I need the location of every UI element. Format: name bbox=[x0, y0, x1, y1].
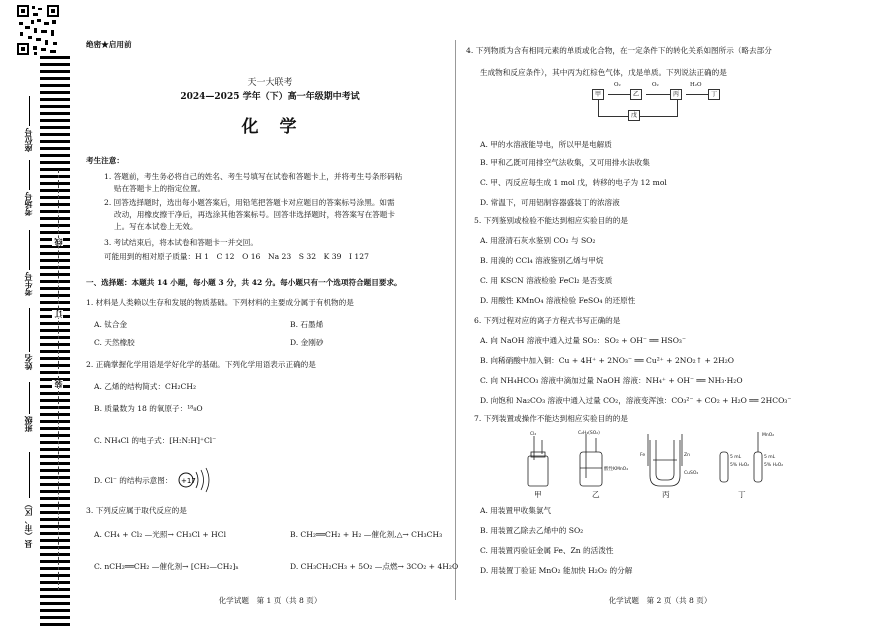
chloride-ion-structure-diagram bbox=[174, 466, 214, 498]
section-heading: 一、选择题：本题共 14 小题，每小题 3 分，共 42 分。每小题只有一个选项符合题目要求。 bbox=[86, 278, 402, 287]
exam-name: 2024—2025 学年（下）高一年级期中考试 bbox=[180, 92, 360, 102]
q7-option-d[interactable]: D. 用装置丁验证 MnO₂ 能加快 H₂O₂ 的分解 bbox=[480, 566, 633, 575]
apparatus-label-ding: 丁 bbox=[738, 490, 746, 499]
q6-option-c[interactable]: C. 向 NH₄HCO₃ 溶液中滴加过量 NaOH 溶液：NH₄⁺ + OH⁻ ══ NH₃·H₂O bbox=[480, 376, 743, 385]
node-bing: 丙 bbox=[670, 89, 682, 100]
question-6: 6. 下列过程对应的离子方程式书写正确的是 bbox=[474, 316, 621, 325]
seat-number-label: 座位号 bbox=[23, 128, 33, 152]
q1-option-b[interactable]: B. 石墨烯 bbox=[290, 320, 324, 329]
arrow bbox=[686, 94, 708, 95]
q7-option-b[interactable]: B. 用装置乙除去乙烯中的 SO₂ bbox=[480, 526, 584, 535]
svg-text:5 mL: 5 mL bbox=[764, 455, 776, 460]
county-field[interactable] bbox=[29, 452, 30, 498]
atomic-mass-line: 可能用到的相对原子质量：H 1 C 12 O 16 Na 23 S 32 K 39 I 127 bbox=[104, 252, 369, 261]
conversion-diagram bbox=[590, 82, 730, 130]
q3-option-a[interactable]: A. CH₄ + Cl₂ —光照→ CH₃Cl + HCl bbox=[94, 530, 227, 539]
name-field[interactable] bbox=[29, 308, 30, 352]
svg-text:5 mL: 5 mL bbox=[730, 455, 742, 460]
q5-option-b[interactable]: B. 用溴的 CCl₄ 溶液鉴别乙烯与甲烷 bbox=[480, 256, 604, 265]
svg-text:5% H₂O₂: 5% H₂O₂ bbox=[730, 463, 750, 468]
arrow bbox=[646, 94, 670, 95]
student-id-label: 考生号 bbox=[23, 272, 33, 296]
apparatus-label-jia: 甲 bbox=[534, 490, 542, 499]
cut-label-bind: 订 bbox=[53, 310, 63, 318]
class-field[interactable] bbox=[29, 382, 30, 414]
node-yi: 乙 bbox=[630, 89, 642, 100]
seat-number-field[interactable] bbox=[29, 96, 30, 126]
q2-option-d[interactable]: D. Cl⁻ 的结构示意图： bbox=[94, 476, 173, 485]
arrow bbox=[608, 94, 630, 95]
q4-option-a[interactable]: A. 甲的水溶液能导电，所以甲是电解质 bbox=[480, 140, 612, 149]
reagent-o2: O₂ bbox=[614, 82, 621, 88]
svg-text:C₂H₄(SO₂): C₂H₄(SO₂) bbox=[578, 431, 600, 436]
binding-strip bbox=[0, 0, 72, 630]
q6-option-a[interactable]: A. 向 NaOH 溶液中通入过量 SO₂：SO₂ + OH⁻ ══ HSO₃⁻ bbox=[480, 336, 686, 345]
apparatus-drawings bbox=[520, 430, 790, 494]
question-4-cont: 生成物和反应条件），其中丙为红棕色气体，戊是单质。下列说法正确的是 bbox=[480, 68, 727, 77]
q1-option-d[interactable]: D. 金刚砂 bbox=[290, 338, 324, 347]
question-7: 7. 下列装置或操作不能达到相应实验目的的是 bbox=[474, 414, 628, 423]
student-id-field[interactable] bbox=[29, 230, 30, 270]
q7-option-a[interactable]: A. 用装置甲收集氯气 bbox=[480, 506, 552, 515]
notice-line: 上。写在本试卷上无效。 bbox=[114, 222, 198, 231]
reagent-h2o: H₂O bbox=[690, 82, 702, 88]
class-label: 班级 bbox=[23, 416, 33, 432]
notice-line: 2. 回答选择题时，选出每小题答案后，用铅笔把答题卡对应题目的答案标号涂黑。如需 bbox=[104, 198, 395, 207]
page-footer-left: 化学试题 第 1 页（共 8 页） bbox=[218, 596, 322, 605]
q6-option-d[interactable]: D. 向饱和 Na₂CO₃ 溶液中通入过量 CO₂，溶液变浑浊：CO₃²⁻ + CO₂ + H₂O ══ 2HCO₃⁻ bbox=[480, 396, 792, 405]
svg-text:5% H₂O₂: 5% H₂O₂ bbox=[764, 463, 784, 468]
q6-option-b[interactable]: B. 向稀硝酸中加入铜：Cu + 4H⁺ + 2NO₃⁻ ══ Cu²⁺ + 2NO₂↑ + 2H₂O bbox=[480, 356, 734, 365]
qr-code bbox=[16, 4, 60, 56]
q5-option-c[interactable]: C. 用 KSCN 溶液检验 FeCl₂ 是否变质 bbox=[480, 276, 613, 285]
question-1: 1. 材料是人类赖以生存和发展的物质基础。下列材料的主要成分属于有机物的是 bbox=[86, 298, 354, 307]
cut-label-line: 线 bbox=[53, 238, 63, 246]
node-ding: 丁 bbox=[708, 89, 720, 100]
svg-text:酸性KMnO₄: 酸性KMnO₄ bbox=[604, 467, 629, 472]
svg-text:Cl₂: Cl₂ bbox=[530, 432, 537, 437]
q5-option-d[interactable]: D. 用酸性 KMnO₄ 溶液检验 FeSO₄ 的还原性 bbox=[480, 296, 636, 305]
notice-line: 贴在答题卡上的指定位置。 bbox=[114, 184, 206, 193]
q1-option-c[interactable]: C. 天然橡胶 bbox=[94, 338, 135, 347]
secret-header: 绝密★启用前 bbox=[86, 40, 132, 49]
name-label: 姓名 bbox=[23, 354, 33, 370]
subject-title: 化 学 bbox=[241, 117, 299, 137]
svg-text:MnO₂: MnO₂ bbox=[762, 433, 775, 438]
svg-text:+17: +17 bbox=[181, 477, 196, 485]
page-footer-right: 化学试题 第 2 页（共 8 页） bbox=[608, 596, 712, 605]
q4-option-c[interactable]: C. 甲、丙反应每生成 1 mol 戊，转移的电子为 12 mol bbox=[480, 178, 667, 187]
q7-option-c[interactable]: C. 用装置丙验证金属 Fe、Zn 的活泼性 bbox=[480, 546, 614, 555]
q1-option-a[interactable]: A. 钛合金 bbox=[94, 320, 128, 329]
node-wu: 戊 bbox=[628, 110, 640, 121]
svg-text:CuSO₄: CuSO₄ bbox=[684, 471, 699, 476]
question-4: 4. 下列物质为含有相同元素的单质或化合物，在一定条件下的转化关系如图所示（略去部分 bbox=[466, 46, 772, 55]
binding-barcode-stripes bbox=[40, 56, 70, 626]
q4-option-b[interactable]: B. 甲和乙既可用排空气法收集，又可用排水法收集 bbox=[480, 158, 650, 167]
q2-option-b[interactable]: B. 质量数为 18 的氧原子：¹⁸₈O bbox=[94, 404, 203, 413]
q4-option-d[interactable]: D. 常温下，可用铝制容器盛装丁的浓溶液 bbox=[480, 198, 620, 207]
apparatus-figure bbox=[520, 430, 790, 502]
notice-line: 3. 考试结束后，将本试卷和答题卡一并交回。 bbox=[104, 238, 258, 247]
node-jia: 甲 bbox=[592, 89, 604, 100]
question-2: 2. 正确掌握化学用语是学好化学的基础。下列化学用语表示正确的是 bbox=[86, 360, 316, 369]
q2-option-a[interactable]: A. 乙烯的结构简式：CH₂CH₂ bbox=[94, 382, 197, 391]
question-3: 3. 下列反应属于取代反应的是 bbox=[86, 506, 187, 515]
q3-option-d[interactable]: D. CH₃CH₂CH₃ + 5O₂ —点燃→ 3CO₂ + 4H₂O bbox=[290, 562, 459, 571]
q3-option-c[interactable]: C. nCH₂══CH₂ —催化剂→ [CH₂—CH₂]ₙ bbox=[94, 562, 239, 571]
q3-option-b[interactable]: B. CH₂══CH₂ + H₂ —催化剂,△→ CH₃CH₃ bbox=[290, 530, 443, 539]
notice-line: 1. 答题前，考生务必将自己的姓名、考生号填写在试卷和答题卡上，并将考生号条形码粘 bbox=[104, 172, 403, 181]
exam-room-label: 考场号 bbox=[23, 192, 33, 216]
question-5: 5. 下列鉴别或检验不能达到相应实验目的的是 bbox=[474, 216, 628, 225]
exam-room-field[interactable] bbox=[29, 160, 30, 190]
svg-text:Fe: Fe bbox=[640, 453, 646, 458]
apparatus-label-yi: 乙 bbox=[592, 490, 600, 499]
q5-option-a[interactable]: A. 用澄清石灰水鉴别 CO₂ 与 SO₂ bbox=[480, 236, 596, 245]
page-divider bbox=[455, 40, 456, 600]
reagent-o2: O₂ bbox=[652, 82, 659, 88]
notice-line: 改动，用橡皮擦干净后，再选涂其他答案标号。回答非选择题时，将答案写在答题卡 bbox=[114, 210, 395, 219]
q2-option-c[interactable]: C. NH₄Cl 的电子式：[H:N:H]⁺Cl⁻ bbox=[94, 436, 217, 445]
cut-label-mount: 装 bbox=[53, 380, 63, 388]
apparatus-label-bing: 丙 bbox=[662, 490, 670, 499]
exam-org: 天一大联考 bbox=[247, 78, 293, 88]
svg-text:Zn: Zn bbox=[684, 453, 690, 458]
notice-title: 考生注意： bbox=[86, 156, 124, 165]
county-label: 县（市、区） bbox=[23, 500, 33, 548]
